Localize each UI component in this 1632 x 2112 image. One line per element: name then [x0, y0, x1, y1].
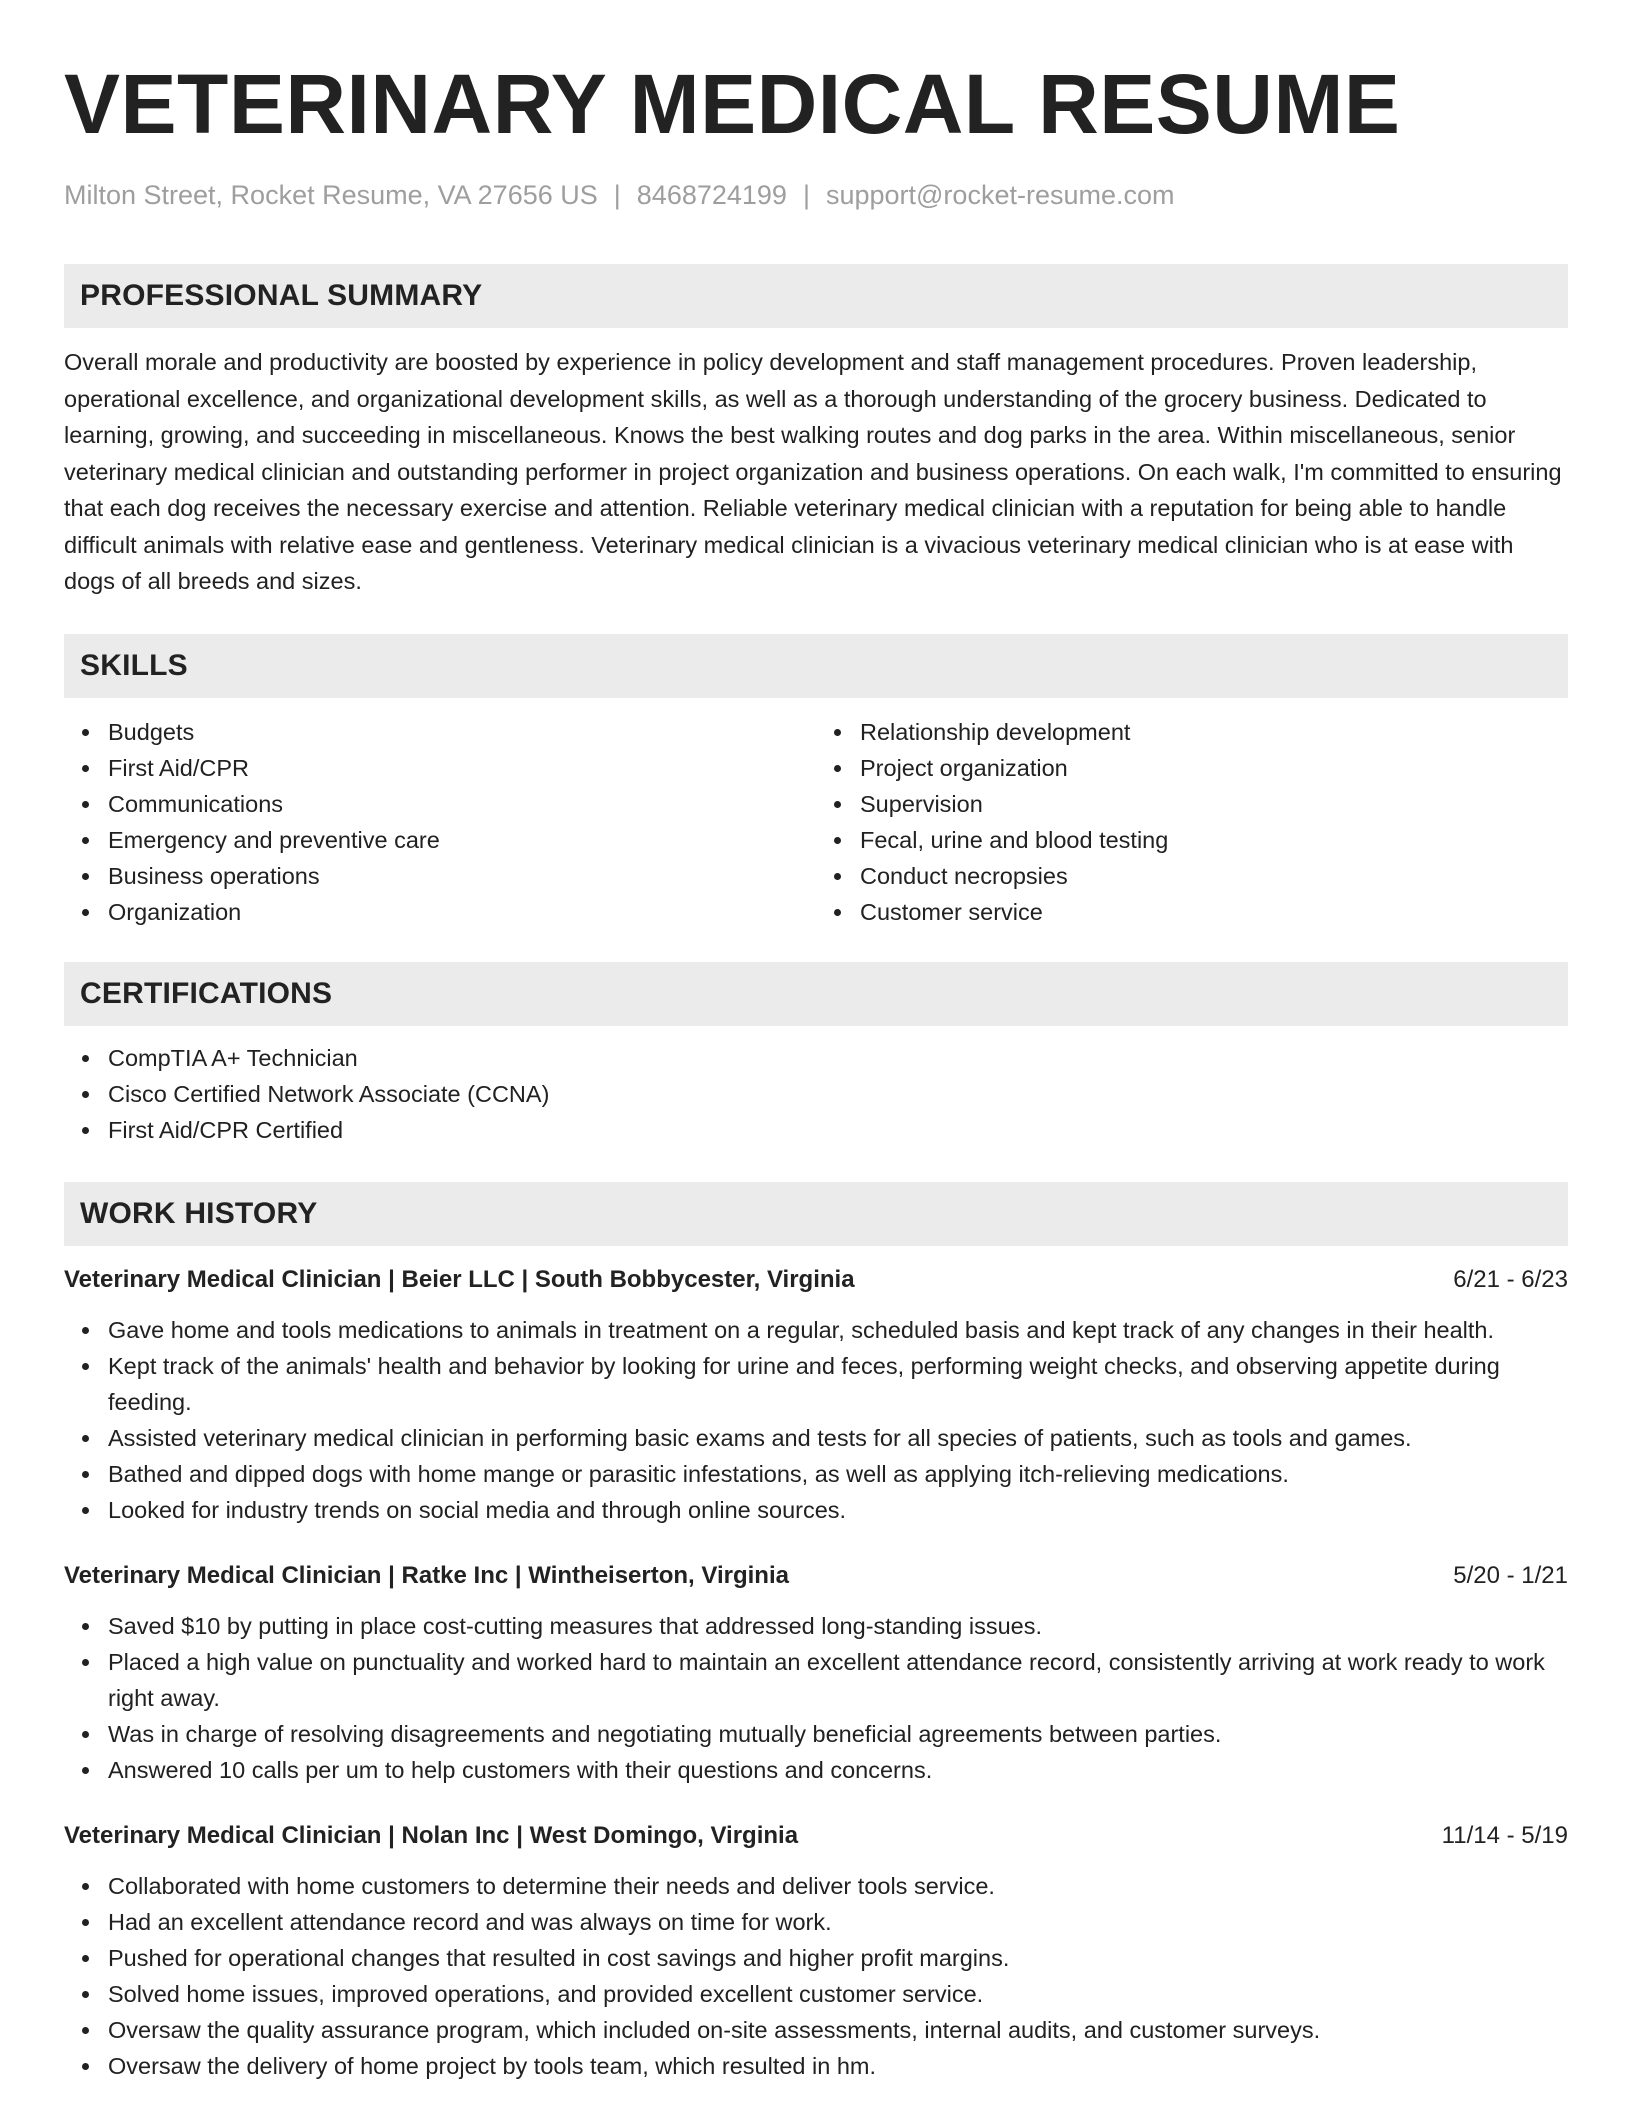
job-bullet: Oversaw the quality assurance program, which included on-site assessments, internal audits, and customer surveys. [108, 2012, 1568, 2048]
job-bullets [64, 1312, 1568, 1528]
job-bullet: Gave home and tools medications to animals in treatment on a regular, scheduled basis and kept track of any changes in their health. [108, 1312, 1568, 1348]
job-title: Veterinary Medical Clinician | Beier LLC | South Bobbycester, Virginia [64, 1265, 855, 1293]
skills-section-title: SKILLS [80, 648, 188, 682]
contact-address: Milton Street, Rocket Resume, VA 27656 US [64, 180, 598, 210]
job-bullet: Was in charge of resolving disagreements and negotiating mutually beneficial agreements between parties. [108, 1716, 1568, 1752]
skill-item: Conduct necropsies [860, 858, 1568, 894]
summary-section-header [64, 264, 1568, 328]
contact-separator: | [802, 180, 810, 210]
job-bullet: Solved home issues, improved operations, and provided excellent customer service. [108, 1976, 1568, 2012]
certifications-list [64, 1040, 1568, 1148]
skill-item: Communications [108, 786, 816, 822]
skill-item: Emergency and preventive care [108, 822, 816, 858]
job-dates: 11/14 - 5/19 [1441, 1821, 1568, 1849]
skill-item: Supervision [860, 786, 1568, 822]
skill-item: Organization [108, 894, 816, 930]
job-bullet: Had an excellent attendance record and was always on time for work. [108, 1904, 1568, 1940]
work-history-section-title: WORK HISTORY [80, 1196, 318, 1230]
job-header [64, 1820, 1568, 1852]
job-entry [64, 1820, 1568, 2084]
job-title: Veterinary Medical Clinician | Nolan Inc | West Domingo, Virginia [64, 1821, 799, 1849]
certification-item: CompTIA A+ Technician [108, 1040, 1568, 1076]
skill-item: Fecal, urine and blood testing [860, 822, 1568, 858]
job-bullet: Placed a high value on punctuality and worked hard to maintain an excellent attendance record, consistently arriving at work ready to work right away. [108, 1644, 1568, 1716]
professional-summary: Overall morale and productivity are boosted by experience in policy development and staff management procedures. Proven leadership, operational excellence, and organizational development skills, as well as a thorough understanding of the grocery business. Dedicated to learning, growing, and succeeding in miscellaneous. Knows the best walking routes and dog parks in the area. Within miscellaneous, senior veterinary medical clinician and outstanding performer in project organization and business operations. On each walk, I'm committed to ensuring that each dog receives the necessary exercise and attention. Reliable veterinary medical clinician with a reputation for being able to handle difficult animals with relative ease and gentleness. Veterinary medical clinician is a vivacious veterinary medical clinician who is at ease with dogs of all breeds and sizes. [64, 349, 1562, 594]
certifications-section-header [64, 962, 1568, 1026]
skill-item: Business operations [108, 858, 816, 894]
skills-column-right [816, 714, 1568, 930]
skill-item: Customer service [860, 894, 1568, 930]
job-dates: 5/20 - 1/21 [1453, 1561, 1568, 1589]
certifications-section-title: CERTIFICATIONS [80, 976, 333, 1010]
contact-separator: | [613, 180, 621, 210]
job-bullet: Collaborated with home customers to determine their needs and deliver tools service. [108, 1868, 1568, 1904]
job-bullets [64, 1608, 1568, 1788]
job-bullet: Bathed and dipped dogs with home mange or parasitic infestations, as well as applying itch-relieving medications. [108, 1456, 1568, 1492]
job-header [64, 1560, 1568, 1592]
contact-phone: 8468724199 [636, 180, 787, 210]
work-history-section-header [64, 1182, 1568, 1246]
certification-item: Cisco Certified Network Associate (CCNA) [108, 1076, 1568, 1112]
job-title: Veterinary Medical Clinician | Ratke Inc | Wintheiserton, Virginia [64, 1561, 789, 1589]
skills-column-left [64, 714, 816, 930]
skill-item: First Aid/CPR [108, 750, 816, 786]
job-bullet: Assisted veterinary medical clinician in performing basic exams and tests for all species of patients, such as tools and games. [108, 1420, 1568, 1456]
contact-line [64, 178, 1568, 212]
job-bullet: Looked for industry trends on social media and through online sources. [108, 1492, 1568, 1528]
summary-section-title: PROFESSIONAL SUMMARY [80, 279, 483, 312]
resume-title: VETERINARY MEDICAL RESUME [64, 57, 1401, 151]
job-bullet: Saved $10 by putting in place cost-cutting measures that addressed long-standing issues. [108, 1608, 1568, 1644]
job-bullet: Pushed for operational changes that resulted in cost savings and higher profit margins. [108, 1940, 1568, 1976]
skill-item: Project organization [860, 750, 1568, 786]
job-entry [64, 1264, 1568, 1528]
job-dates: 6/21 - 6/23 [1453, 1265, 1568, 1293]
job-bullet: Answered 10 calls per um to help customers with their questions and concerns. [108, 1752, 1568, 1788]
job-bullet: Kept track of the animals' health and behavior by looking for urine and feces, performing weight checks, and observing appetite during feeding. [108, 1348, 1568, 1420]
skills-list [64, 714, 1568, 930]
job-header [64, 1264, 1568, 1296]
job-bullets [64, 1868, 1568, 2084]
skills-section-header [64, 634, 1568, 698]
job-entry [64, 1560, 1568, 1788]
skill-item: Budgets [108, 714, 816, 750]
contact-email: support@rocket-resume.com [825, 180, 1175, 210]
job-bullet: Oversaw the delivery of home project by tools team, which resulted in hm. [108, 2048, 1568, 2084]
certification-item: First Aid/CPR Certified [108, 1112, 1568, 1148]
skill-item: Relationship development [860, 714, 1568, 750]
